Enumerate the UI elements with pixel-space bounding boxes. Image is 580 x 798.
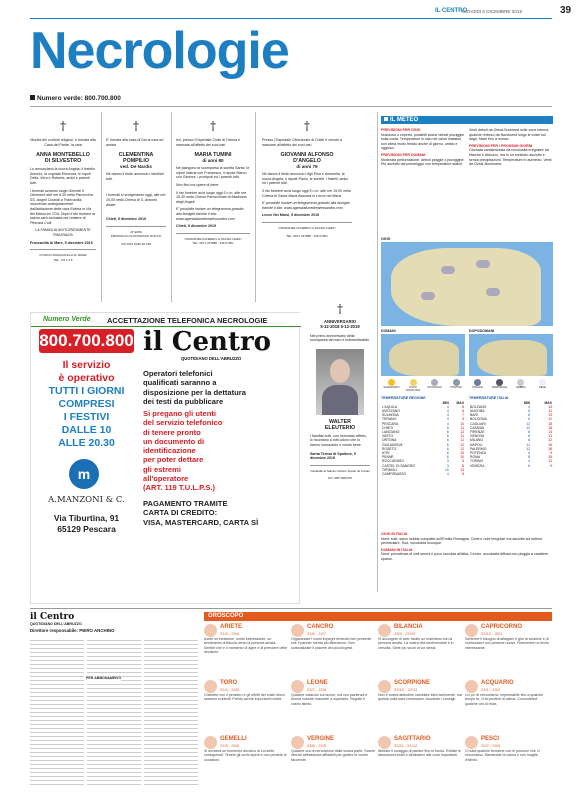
meteo-sec-4: OGGI IN ITALIA (381, 532, 408, 536)
obit-name-2: DI SILVESTRO (44, 158, 82, 165)
obit-name-3: ved. De Nardis (120, 164, 152, 170)
weather-map-today (381, 242, 553, 326)
weather-icon (496, 379, 503, 386)
temp-row: L'AQUILA 4 8 (382, 404, 464, 409)
cloud-icon (476, 260, 490, 268)
ad-blue-2: COMPRESI (58, 398, 115, 410)
anniv-tel: NO. 085 4960478 (328, 476, 352, 481)
temp-row: GIULIANOVA 6 12 (382, 442, 464, 447)
temp-row: CAGLIARI 12 18 (470, 421, 552, 426)
temp-row: BOLZANO 4 13 (470, 404, 552, 409)
cloud-icon (441, 266, 455, 274)
temp-row: CATANIA 12 18 (470, 425, 552, 430)
temp-row: ATRI 6 10 (382, 451, 464, 456)
temp-row: ROMA 8 15 (470, 455, 552, 460)
ad-address-2: 65129 Pescara (57, 524, 116, 534)
legend-item: PIOGGIA (467, 379, 488, 393)
weather-icon (517, 379, 524, 386)
colophon-pub: PER ABBONAMENTI (86, 676, 122, 680)
temp-row: TERAMO 4 9 (382, 417, 464, 422)
obit-intro: Munita dei conforti religiosi, è tornata alla Casa del Padre, la cara (30, 138, 96, 147)
anniv-body: Nel primo anniversario della scomparsa del caro e indimenticabile (310, 333, 370, 343)
ad-title: ACCETTAZIONE TELEFONICA NECROLOGIE (107, 316, 268, 325)
temp-row: VENEZIA 6 9 (470, 463, 552, 468)
temp-row: CHIETI 6 11 (382, 425, 464, 430)
meteo-sec-3: PREVISIONI PER I PROSSIMI GIORNI (469, 143, 533, 148)
page-date: GIOVEDÌ 5 DICEMBRE 2019 (462, 8, 522, 14)
obit-tel: TEL. 0871 347888 - 336 67951 (286, 233, 328, 238)
obit-intro: E' tornata alla casa di Dio la cara ed amata (106, 138, 164, 147)
meteo-text-5: Nord: sole, salvo nebbie compatte sull'Emilia Romagna. Centro: nubi irregolari ma asciutto sul settore peninsulare. Sud: nuvolosità ovunque. (381, 536, 543, 546)
horoscope-capricorno: CAPRICORNO 22/12 - 20/1 Sentirete il bisogno di allargare il giro di amicizie e di confrontarvi con persone nuove. Riceverete un invito interessante. (465, 624, 549, 650)
zodiac-icon (378, 624, 391, 637)
meteo-text-6: Nord: prevalenza di cieli sereni e poco nuvolosi all'alba. Centro: nuvolosità diffusa con pioggia a carattere sparso. (381, 552, 549, 561)
obit-name-3: di anni 79 (296, 164, 318, 170)
meteo-text-1: Nuvoloso o coperto, possibili anche deboli pioviggini sulla costa. Temperature in calo nei valori massimi, con clima molto freddo anche di giorno, umido e uggioso. (381, 132, 465, 151)
portrait-photo (316, 349, 364, 415)
horoscope-sagittario: SAGITTARIO 22/11 - 21/12 Abbiate il coraggio di parlare fino in fondo. Evitate le discussioni inutili e dedicatevi alle cose importanti. (378, 736, 461, 758)
weather-icon (410, 379, 417, 386)
weather-legend (381, 379, 553, 393)
meteo-sec-1: PREVISIONI PER OGGI (381, 128, 421, 132)
cross-icon: † (60, 119, 66, 133)
ad-verde: Numero Verde (43, 316, 91, 323)
obit-montebello (30, 120, 96, 262)
obit-name: MARIA TUMINI (194, 152, 232, 159)
ad-req-6: per poter dettare (143, 455, 204, 465)
obit-body-3: Il rito funebre avrà luogo oggi 5 c.m. alle ore 15,30 nella Chiesa Parrocchiale di Madonna degli Angeli. (176, 190, 247, 204)
temp-row: MILANO 6 12 (470, 438, 552, 443)
horoscope-grid (204, 624, 552, 792)
temp-row: TERMOLI 10 13 (382, 467, 464, 472)
horoscope-pesci: PESCI 20/2 - 20/3 Ci sarà qualche tensione con le persone che vi circondano. Mantenete la calma e non reagite d'istinto. (465, 736, 540, 762)
ad-phone: 800.700.800 (39, 329, 134, 353)
obit-body: Lo annunciano la nuora Angela, il fratello Antonio, la cognata Eleonora, le nipoti Delia, Vera e Roberta, amici e parenti tutti. (30, 167, 95, 185)
ad-blue-4: DALLE 10 (61, 424, 112, 436)
square-icon (30, 95, 35, 100)
ad-text-3: disposizione per la dettatura (143, 387, 246, 397)
ad-text-4: dei testi da pubblicare (143, 396, 224, 406)
temp-row: CAMPOBASSO 4 8 (382, 472, 464, 477)
cloud-icon (421, 292, 435, 300)
legend-item: NEVE (532, 379, 553, 393)
temp-row: FIRENZE 6 13 (470, 430, 552, 435)
ad-address-1: Via Tiburtina, 91 (53, 513, 120, 523)
temp-row: SULMONA 4 7 (382, 413, 464, 418)
ad-req-8: all'operatore (143, 474, 189, 484)
obit-body-2: Non fiori ma opere di bene (176, 182, 219, 187)
cross-icon: † (337, 302, 343, 316)
obit-body: Ne danno il triste annuncio i familiari tutti. (106, 172, 164, 181)
ad-logo-sub: QUOTIDIANO DELL'ABRUZZO (181, 356, 242, 361)
colophon-sub: QUOTIDIANO DELL'ABRUZZO (30, 622, 82, 626)
zodiac-icon (204, 680, 217, 693)
meteo-text-4: Giornata caratterizzata da nuvolosità irregolare tra Marche e Abruzzo, ma in un contesto asciutto e senza precipitazioni. Temperature in aumento. Venti da Ovest-Nordovest. (469, 148, 552, 167)
ad-company: A.MANZONI & C. (48, 495, 125, 505)
obit-place: Chieti, 5 dicembre 2019 (176, 224, 216, 229)
meteo-section (381, 116, 553, 592)
page-title: Necrologie (30, 22, 289, 80)
colophon-filler (30, 637, 198, 787)
colophon-logo: il Centro (30, 612, 75, 622)
anniversary-eleuterio (310, 303, 370, 481)
ad-req-1: Si pregano gli utenti (143, 409, 216, 418)
obit-body: Ne danno il triste annuncio i figli Pino e Antonella, la nuora Angela, il nipote Paolo, le sorelle, i fratelli, amici ed i parenti tutti. (262, 172, 348, 186)
legend-item: SOLEGGIATO (381, 379, 402, 393)
obit-place: Francavilla Al Mare, 5 dicembre 2019 (30, 240, 93, 245)
ad-req-4: un documento di (143, 436, 205, 446)
map-dopodomani-label: DOPODOMANI (469, 329, 495, 333)
horoscope-leone: LEONE 23/7 - 22/8 Qualche ostacolo sul lavoro, ma con pazienza e buona volontà riuscirete a superarlo. Seguite il vostro istinto. (291, 680, 368, 706)
temp-row: POTENZA 4 9 (470, 451, 552, 456)
temp-region-table: MIN MAX L'AQUILA 4 8 AVEZZANO 4 8 SULMONA 4 7 TERAMO 4 9 PESCARA 4 10 CHIETI 6 11 LANCIANO 6 12 VASTO 6 11 ORTONA 6 11 GIULIANOVA 6 12 ROSETO 6 12 ATRI 6 10 PENNE 6 10 ROCCARASO 3 8 CASTEL DI SANGRO 3 8 TERMOLI 10 13 CAMPOBASSO 4 8 (382, 400, 464, 477)
temp-row: NAPOLI 11 16 (470, 442, 552, 447)
legend-item: POCO NUVOLOSO (403, 379, 424, 393)
zodiac-icon (204, 736, 217, 749)
phone-label: Numero verde: 800.700.800 (30, 95, 121, 102)
weather-icon (453, 379, 460, 386)
obit-name: ANNA MONTEBELLO (36, 152, 90, 159)
temp-region-head: TEMPERATURE REGIONE (381, 396, 426, 400)
ad-blue-1: TUTTI I GIORNI (48, 385, 125, 397)
horoscope-scorpione: SCORPIONE 23/10 - 22/11 Non è vostra abitudine cambiare idea facilmente, ma questa volta sarà necessario. Ascoltate i consigli. (378, 680, 462, 702)
zodiac-icon (465, 680, 478, 693)
anniv-place: Santa Teresa di Spoltore, 5 dicembre 2019 (310, 451, 356, 461)
weather-map-after (469, 334, 553, 376)
weather-icon (388, 379, 395, 386)
ad-red-1: Il servizio (62, 359, 111, 371)
temp-row: VASTO 6 11 (382, 434, 464, 439)
colophon-director: Direttore responsabile: PIERO ANCHINO (30, 627, 115, 633)
obit-agency-2: PROPAGOLO E ROSSISCO ROCCO (110, 234, 162, 239)
anniv-label: ANNIVERSARIO (323, 319, 357, 324)
obit-tumini (176, 120, 250, 246)
obit-tel: VIA DOS SADI 92 158 (121, 241, 151, 246)
ad-logo: il Centro (143, 327, 271, 357)
square-icon (384, 117, 388, 121)
obit-body-4: E' possibile inviare un telegramma gratuito alla famiglia tramite il sito: www.agenziafunebrealessandro.com (176, 207, 244, 221)
meteo-text-2: Moderata perturbazione, deboli pioggie o pioviggine. Più asciutto dal pomeriggio con temperature stabili. (381, 157, 465, 167)
weather-icon (474, 379, 481, 386)
obit-agency: AT ERNI (130, 229, 142, 234)
zodiac-icon (291, 680, 304, 693)
temp-row: ORTONA 6 11 (382, 438, 464, 443)
zodiac-icon (378, 736, 391, 749)
ad-pay-1: PAGAMENTO TRAMITE (143, 499, 228, 508)
cloud-icon (486, 288, 500, 296)
colophon (30, 612, 198, 792)
anniv-agency: Caludaldi al Salvino Vittorio Spolto de Fortas (310, 468, 370, 473)
temp-row: ANCONA 6 12 (470, 409, 552, 413)
weather-icon (431, 379, 438, 386)
temp-row: PESCARA 4 10 (382, 421, 464, 426)
ad-req-2: del servizio telefonico (143, 418, 223, 428)
obit-tel: TEL. 0871 347888 - 336 67951 (192, 241, 234, 246)
temp-row: PENNE 6 10 (382, 455, 464, 460)
temp-row: BARI 6 13 (470, 413, 552, 418)
horoscope-cancro: CANCRO 21/6 - 22/7 Organizzate i vostri impegni tenendo ben presente che il partner merita più attenzione. Non sottovalutate il piacere dei piccoli gesti. (291, 624, 372, 650)
temp-row: ROSETO 6 12 (382, 446, 464, 451)
manzoni-logo-icon: m (69, 459, 99, 489)
temp-row: CASTEL DI SANGRO 3 8 (382, 463, 464, 468)
temp-row: AVEZZANO 4 8 (382, 409, 464, 413)
page-number: 39 (560, 5, 572, 16)
meteo-head: IL METEO (381, 116, 553, 124)
obit-agency: ONORANZE FUNEBRI LA SACRA CHIETI (184, 236, 242, 241)
cross-icon: † (210, 119, 216, 133)
horoscope-ariete: ARIETE 21/3 - 20/4 Avete un'intuizione, molto interessante, un sentimento di fiducia verso la persona amata. Sentite che è il momento di agire e di prendere delle decisioni. (204, 624, 288, 655)
ad-pay-3: VISA, MASTERCARD, CARTA SÌ (143, 517, 259, 527)
horoscope-acquario: ACQUARIO 21/1 - 19/2 Un po' di nervosismo, impensabile fino a qualche tempo fa, vi fa perdere la calma. Concedetevi qualche ora di relax. (465, 680, 543, 706)
ad-req-3: di tenere pronto (143, 427, 201, 437)
obit-place: Lecce Nei Marsi, 5 dicembre 2019 (262, 213, 320, 218)
obit-dangelo (262, 120, 352, 238)
ad-req-9: (ART. 119 T.U.L.P.S.) (143, 483, 216, 493)
obit-tel: TEL. 0 8 1 3 8 (53, 257, 73, 262)
legend-item: NUVOLOSO (424, 379, 445, 393)
obit-body-2: I funerali avranno luogo Giovedì 5 Dicembre alle ore 9.30 nella Parrocchia SS. Angeli Custodi a Francavilla, muovendo anticipatamente dall'abitazione della cara Estinta in Via dei Marrucini 37/A. Dopo il rito funebre la salma sarà tumulata nel cimitero di Pescara Colli. (30, 188, 96, 225)
obit-name-2: di anni 80 (202, 158, 224, 164)
zodiac-icon (204, 624, 217, 637)
horoscope-vergine: VERGINE 23/8 - 22/9 Qualche ora di nervosismo dalla vostra parte. Sarete ritenuti abbastanza affidabili per gestire le vostre faccende. (291, 736, 375, 762)
map-domani-label: DOMANI (381, 329, 396, 333)
meteo-sec-2: PREVISIONI PER DOMANI (381, 152, 426, 157)
obit-pompilio (106, 120, 166, 247)
oroscopo-head: OROSCOPO (204, 612, 552, 621)
legend-item: NEBBIA (510, 379, 531, 393)
ad-text-2: qualificati saranno a (143, 378, 217, 388)
zodiac-icon (465, 624, 478, 637)
obit-place: Chieti, 5 dicembre 2019 (106, 217, 146, 222)
ad-blue-3: I FESTIVI (63, 411, 110, 423)
ad-pay-2: CARTA DI CREDITO: (143, 508, 218, 518)
temp-row: GENOVA 6 13 (470, 434, 552, 439)
legend-item: PIOVOSO (446, 379, 467, 393)
cross-icon: † (133, 119, 139, 133)
obit-name-2: D'ANGELO (293, 158, 321, 165)
anniv-name-2: ELEUTERIO (324, 424, 356, 431)
obit-name: CLEMENTINA (118, 152, 154, 159)
obit-name: GIOVANNI ALFONSO (280, 152, 334, 159)
ad-blue-5: ALLE 20.30 (58, 437, 115, 449)
obit-body: Ne piangono la scomparsa la sorella Santa, le nipoti Valeria con Francesco, il nipote Marco con Ginevra, i pronipoti ed i parenti tutti. (176, 166, 250, 180)
ad-req-7: gli estremi (143, 464, 181, 474)
paper-name: IL CENTRO (435, 8, 468, 14)
anniv-name: WALTER (329, 418, 351, 425)
temp-row: BOLOGNA 6 12 (470, 417, 552, 422)
obit-thanks: LA FAMIGLIA ANTICIPATAMENTE RINGRAZIA (35, 228, 91, 237)
obit-agency: ONORANZE FUNEBRI LA SACRA CHIETI (278, 225, 336, 230)
anniv-dates: 5-12-2018 5-12-2019 (320, 324, 360, 330)
temp-row: TORINO 4 13 (470, 459, 552, 464)
ad-red-2: è operativo (58, 372, 115, 384)
obit-agency: DI PECO FRANCAVILLA AL MARE (39, 253, 87, 258)
zodiac-icon (465, 736, 478, 749)
obit-body-2: I funerali si svolgeranno oggi, alle ore 15,00 nella Chiesa di S. Antonio Abate. (106, 193, 166, 207)
temp-italy-table: MIN MAX BOLZANO 4 13 ANCONA 6 12 BARI 6 13 BOLOGNA 6 12 CAGLIARI 12 18 CATANIA 12 18 FIRENZE 6 13 GENOVA 6 13 MILANO 6 12 NAPOLI 11 16 PALERMO 12 18 POTENZA 4 9 ROMA 8 15 TORINO 4 13 VENEZIA 6 9 (470, 400, 552, 468)
anniv-body-2: I familiari tutti, con immutato affetto, lo ricordano a tutti coloro che lo hanno conosciuto e voluto bene. (310, 433, 367, 447)
horoscope-toro: TORO 21/4 - 20/5 Chiedete con il pensiero e gli effetti dei vostri sforzi saranno evidenti. Presto avrete importanti novità. (204, 680, 285, 702)
obit-intro: Presso l'Ospedale Clinicizzato di Chieti è venuto a mancare all'affetto dei suoi cari (262, 138, 342, 147)
ad-req-5: identificazione (143, 446, 196, 456)
meteo-text-3: Venti deboli da Ovest-Sudovest sulle zone interne, qualche rinforzo da Nordovest lungo le coste sul largo. Mare fino a mosso. (469, 128, 550, 142)
obit-intro: ieri, presso l'Ospedale Civile di Ortona è mancata all'affetto dei suoi cari (176, 138, 241, 147)
cross-icon: † (304, 119, 310, 133)
horoscope-gemelli: GEMELLI 21/5 - 20/6 Si avvicina un momento decisivo di cui siete consapevoli. Tenete gli occhi aperti e non perdete le occasioni. (204, 736, 287, 762)
legend-item: TEMPORALE (489, 379, 510, 393)
necrologie-ad (30, 312, 300, 604)
temp-row: ROCCARASO 3 8 (382, 459, 464, 464)
weather-map-tomorrow (381, 334, 465, 376)
zodiac-icon (378, 680, 391, 693)
zodiac-icon (291, 736, 304, 749)
obit-body-2: Il rito funebre avrà luogo oggi 5 c.m. alle ore 15,00 nella Chiesa di Santa Maria Assunta in Lecce nei Marsi. (262, 188, 351, 198)
meteo-sec-5: DOMANI IN ITALIA (381, 547, 413, 552)
temp-row: PALERMO 12 18 (470, 446, 552, 451)
obit-name-2: POMPILIO (123, 158, 149, 165)
map-oggi-label: OGGI (381, 237, 391, 241)
temp-italy-head: TEMPERATURE ITALIA (469, 396, 509, 400)
zodiac-icon (291, 624, 304, 637)
ad-text-1: Operatori telefonici (143, 369, 213, 378)
temp-row: LANCIANO 6 12 (382, 430, 464, 435)
weather-icon (539, 379, 546, 386)
obit-body-3: E' possibile inviare un telegramma gratuito alla famiglia tramite il sito: www.agenziafunebrealessandro.com (262, 201, 350, 210)
horoscope-bilancia: BILANCIA 23/9 - 22/10 Vi accorgete di aver risolto un malinteso con la persona amata. La vostra vita sentimentale è in crescita. Siete più sicuri di voi stessi. (378, 624, 454, 650)
